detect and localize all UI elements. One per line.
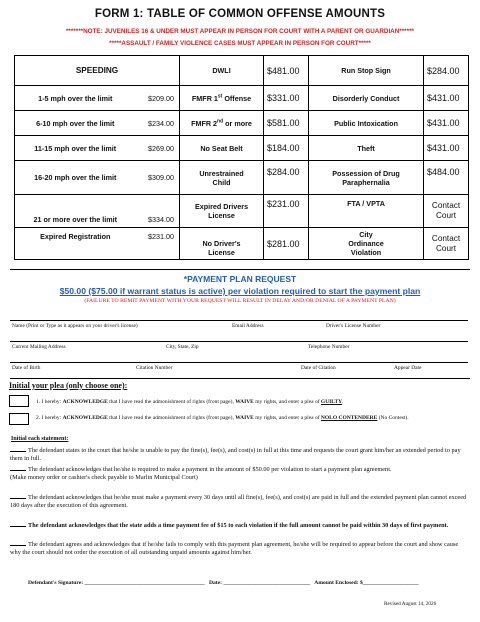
payment-plan-title: *PAYMENT PLAN REQUEST <box>183 274 297 284</box>
table-row <box>15 111 469 136</box>
amount-public-intoxication: $431.00 <box>424 111 469 136</box>
section-divider <box>10 378 470 379</box>
defendant-signature-field[interactable]: Defendant's Signature: ___________________________________________ <box>28 580 205 586</box>
amount-fmfr-2nd: $581.00 <box>264 111 309 136</box>
amount-fmfr-1st: $331.00 <box>264 86 309 111</box>
speeding-row-label: 21 or more over the limit <box>15 195 136 228</box>
citation-date-label: Date of Citation <box>301 365 336 371</box>
table-row <box>15 228 469 260</box>
offense-disorderly-conduct: Disorderly Conduct <box>309 86 424 111</box>
name-email-dl-line[interactable] <box>10 320 468 321</box>
statement-initial-field[interactable] <box>10 493 26 499</box>
offense-table <box>14 55 469 260</box>
plea-heading: Initial your plea (only choose one): <box>9 381 128 390</box>
amount-drug-paraphernalia: $484.00 <box>424 161 469 195</box>
amount-theft: $431.00 <box>424 136 469 161</box>
payment-plan-subtitle: $50.00 ($75.00 if warrant status is active) per violation required to start the payment plan <box>59 286 421 296</box>
amount-fta-vpta: Contact Court <box>424 195 469 228</box>
statement-4: The defendant acknowledges that the state adds a time payment fee of $15 to each violation if the full amount cannot be paid within 30 days of first payment. <box>10 521 468 530</box>
statement-1: The defendant states to the court that he/she is unable to pay the fine(s), fee(s), and cost(s) in full at this time and requests the court grant him/her an extended period to pay them in full. <box>10 447 461 463</box>
date-field[interactable]: Date: _______________________________ <box>208 580 311 586</box>
offense-fta-vpta: FTA / VPTA <box>309 195 424 228</box>
dl-number-label: Driver's License Number <box>326 323 381 329</box>
amount-expired-license: $231.00 <box>264 195 309 228</box>
amount-city-ordinance: Contact Court <box>424 228 469 260</box>
table-row <box>15 195 469 228</box>
statement-5: The defendant agrees and acknowledges that if he/she fails to comply with this payment plan agreement, he/she will be required to appear before the court and show cause why the court should not order the execution of all outstanding unpaid amounts against him/her. <box>10 541 459 557</box>
speeding-row-amount: $269.00 <box>136 136 180 161</box>
table-row <box>15 86 469 111</box>
revision-date: Revised August 14, 2026 <box>384 601 437 607</box>
amount-dwli: $481.00 <box>264 56 309 86</box>
speeding-row-label: 16-20 mph over the limit <box>15 161 136 195</box>
payment-plan-warning: (FAILURE TO REMIT PAYMENT WITH YOUR REQUEST WILL RESULT IN DELAY AND/OR DENIAL OF A PAYMENT PLAN) <box>84 298 396 304</box>
offense-run-stop-sign: Run Stop Sign <box>309 56 424 86</box>
amount-run-stop-sign: $284.00 <box>424 56 469 86</box>
statement-initial-field[interactable] <box>10 540 26 546</box>
email-label: Email Address <box>232 323 264 329</box>
phone-label: Telephone Number <box>308 344 350 350</box>
offense-public-intoxication: Public Intoxication <box>309 111 424 136</box>
speeding-row-label: Expired Registration <box>15 228 136 260</box>
amount-enclosed-field[interactable]: Amount Enclosed: $____________________ <box>314 580 419 586</box>
offense-city-ordinance: City Ordinance Violation <box>309 228 424 260</box>
amount-unrestrained-child: $284.00 <box>264 161 309 195</box>
nolo-plea-text: 2. I hereby: ACKNOWLEDGE that I have read the admonishment of rights (front page), WAIVE my rights, and enter a plea of NOLO CONTENDERE (No Contest). <box>36 415 409 421</box>
statement-2: The defendant acknowledges that he/she is required to make a payment in the amount of $50.00 per violation to start a payment plan agreement. (Make money order or cashier's check payable to Marlin Municipal Court) <box>10 466 392 482</box>
amount-no-seat-belt: $184.00 <box>264 136 309 161</box>
speeding-row-amount: $231.00 <box>136 228 180 260</box>
speeding-row-amount: $309.00 <box>136 161 180 195</box>
juvenile-note: *******NOTE: JUVENILES 16 & UNDER MUST APPEAR IN PERSON FOR COURT WITH A PARENT OR GUARDIAN****** <box>65 28 414 35</box>
amount-no-drivers-license: $281.00 <box>264 228 309 260</box>
table-row <box>15 136 469 161</box>
address-label: Current Mailing Address <box>12 344 66 350</box>
guilty-plea-text: 1. I hereby: ACKNOWLEDGE that I have read the admonishment of rights (front page), WAIVE my rights, and enter a plea of GUILTY. <box>36 399 344 405</box>
offense-no-seat-belt: No Seat Belt <box>180 136 264 161</box>
speeding-row-amount: $234.00 <box>136 111 180 136</box>
signature-row[interactable] <box>28 580 419 586</box>
appear-date-label: Appear Date <box>394 365 422 371</box>
form-title: FORM 1: TABLE OF COMMON OFFENSE AMOUNTS <box>94 8 386 20</box>
offense-fmfr-1st: FMFR 1st Offense <box>180 86 264 111</box>
offense-no-drivers-license: No Driver's License <box>180 228 264 260</box>
nolo-initial-box[interactable] <box>9 413 29 425</box>
speeding-header: SPEEDING <box>15 56 180 86</box>
offense-expired-license: Expired Drivers License <box>180 195 264 228</box>
table-row <box>15 56 469 86</box>
name-label: Name (Print or Type as it appears on your driver's license) <box>12 323 138 329</box>
guilty-initial-box[interactable] <box>9 395 29 407</box>
speeding-row-label: 11-15 mph over the limit <box>15 136 136 161</box>
speeding-row-amount: $334.00 <box>136 195 180 228</box>
speeding-row-amount: $209.00 <box>136 86 180 111</box>
speeding-row-label: 1-5 mph over the limit <box>15 86 136 111</box>
offense-unrestrained-child: Unrestrained Child <box>180 161 264 195</box>
section-divider <box>10 269 470 270</box>
statement-3: The defendant acknowledges that he/she must make a payment every 30 days until all fine(s), fee(s), and cost(s) are paid in full and the extended payment plan cannot exceed 180 days after the execution of this agreement. <box>10 494 467 510</box>
dates-line[interactable] <box>10 362 468 363</box>
statement-initial-field[interactable] <box>10 465 26 471</box>
statement-initial-field[interactable] <box>10 446 26 452</box>
speeding-row-label: 6-10 mph over the limit <box>15 111 136 136</box>
offense-dwli: DWLI <box>180 56 264 86</box>
offense-drug-paraphernalia: Possession of Drug Paraphernalia <box>309 161 424 195</box>
address-line[interactable] <box>10 341 468 342</box>
statement-initial-field[interactable] <box>10 521 26 527</box>
citation-number-label: Citation Number <box>136 365 173 371</box>
amount-disorderly-conduct: $431.00 <box>424 86 469 111</box>
statements-heading: Initial each statement: <box>11 436 69 442</box>
offense-fmfr-2nd: FMFR 2nd or more <box>180 111 264 136</box>
table-row <box>15 161 469 195</box>
offense-theft: Theft <box>309 136 424 161</box>
city-label: City, State, Zip <box>166 344 199 350</box>
assault-note: *****ASSAULT / FAMILY VIOLENCE CASES MUST APPEAR IN PERSON FOR COURT***** <box>109 40 371 47</box>
dob-label: Date of Birth <box>12 365 41 371</box>
